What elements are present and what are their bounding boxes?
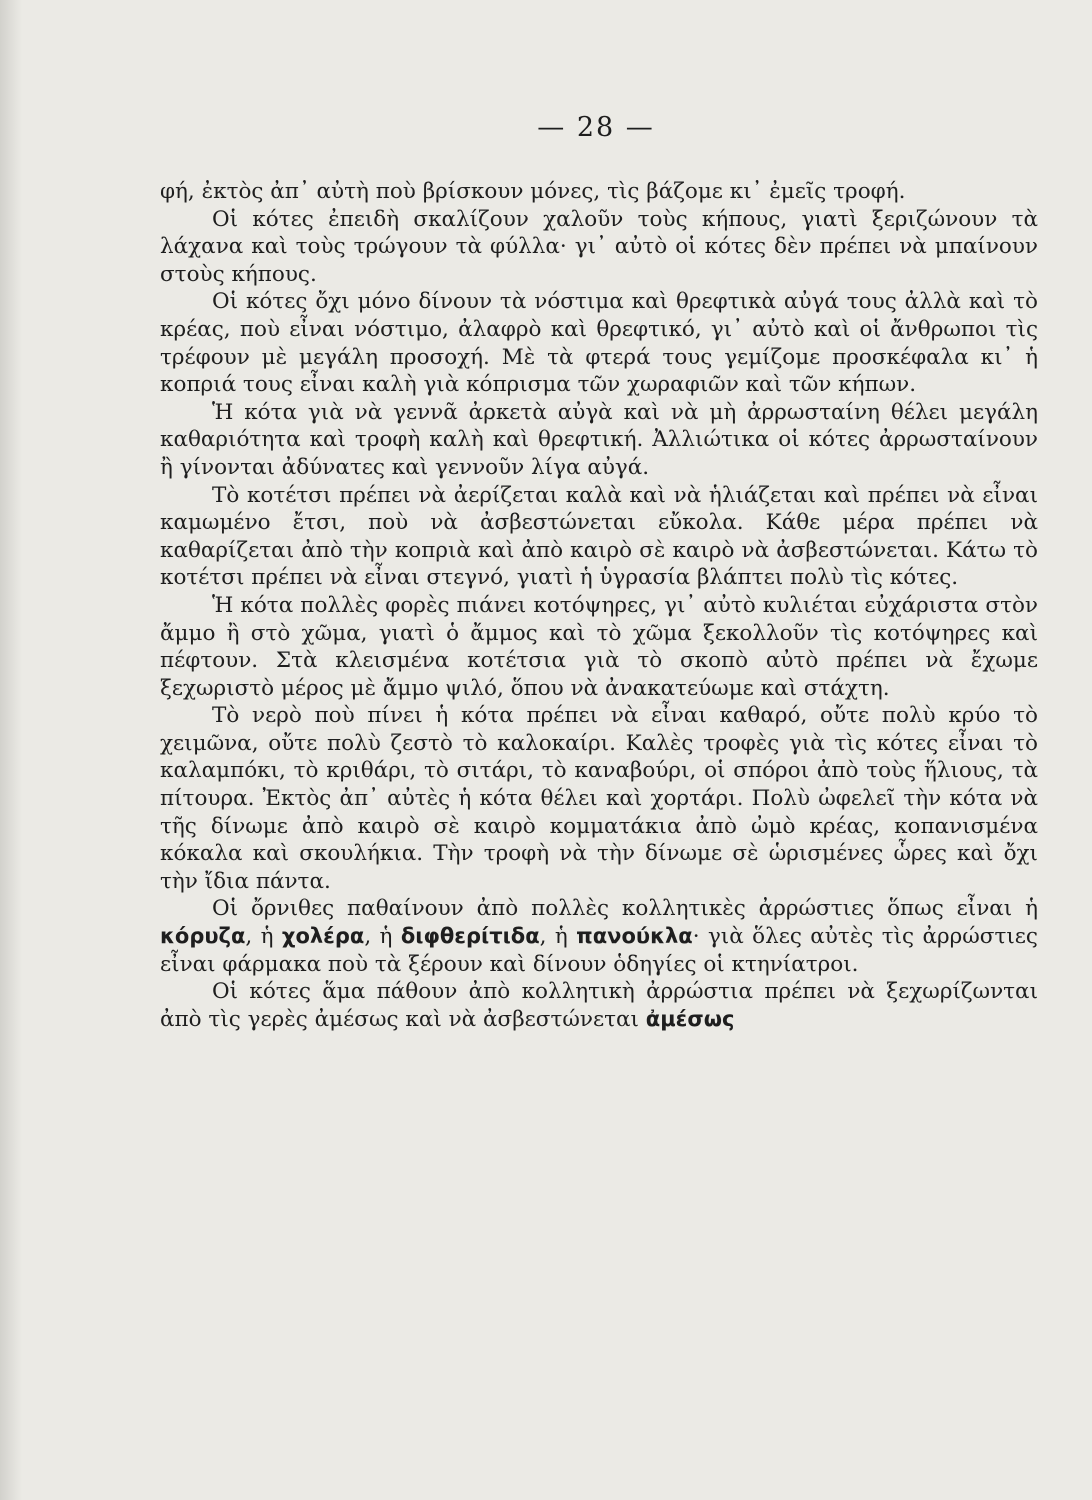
paragraph-gardens: Οἱ κότες ἐπειδὴ σκαλίζουν χαλοῦν τοὺς κήπους, γιατὶ ξεριζώνουν τὰ λάχανα καὶ τοὺς τρώγουν τὰ φύλλα· γι᾿ αὐτὸ οἱ κότες δὲν πρέπει νὰ μπαίνουν στοὺς κήπους. [160, 206, 1038, 287]
page-edge-shadow [0, 0, 22, 1500]
paragraph-cleanliness: Ἡ κότα γιὰ νὰ γεννᾶ ἀρκετὰ αὐγὰ καὶ νὰ μὴ ἀρρωσταίνη θέλει μεγάλη καθαριότητα καὶ τροφὴ καλὴ καὶ θρεφτική. Ἀλλιώτικα οἱ κότες ἀρρωσταίνουν ἢ γίνονται ἀδύνατες καὶ γεννοῦν λίγα αὐγά. [160, 399, 1038, 480]
isolation-text: Οἱ κότες ἅμα πάθουν ἀπὸ κολλητικὴ ἀρρώστια πρέπει νὰ ξεχωρίζωνται ἀπὸ τὶς γερὲς ἀμέσως καὶ νὰ ἀσβεστώνεται [160, 979, 1038, 1032]
separator: , ἡ [245, 924, 274, 950]
disease-diphtheria: διφθερίτιδα [400, 924, 540, 949]
separator: , ἡ [539, 924, 568, 950]
paragraph-continuation: φή, ἐκτὸς ἀπ᾿ αὐτὴ ποὺ βρίσκουν μόνες, τὶς βάζομε κι᾿ ἐμεῖς τροφή. [160, 179, 906, 204]
paragraph-lice: Ἡ κότα πολλὲς φορὲς πιάνει κοτόψηρες, γι᾿ αὐτὸ κυλιέται εὐχάριστα στὸν ἄμμο ἢ στὸ χῶμα, γιατὶ ὁ ἄμμος καὶ τὸ χῶμα ξεκολλοῦν τὶς κοτόψηρες καὶ πέφτουν. Στὰ κλεισμένα κοτέτσια γιὰ τὸ σκοπὸ αὐτὸ πρέπει νὰ ἔχωμε ξεχωριστὸ μέρος μὲ ἄμμο ψιλό, ὅπου νὰ ἀνακατεύωμε καὶ στάχτη. [160, 592, 1038, 701]
disease-cholera: χολέρα [281, 924, 365, 949]
disease-coryza: κόρυζα [160, 924, 246, 949]
body-text [160, 178, 1038, 1033]
paragraph-water-food: Τὸ νερὸ ποὺ πίνει ἡ κότα πρέπει νὰ εἶναι καθαρό, οὔτε πολὺ κρύο τὸ χειμῶνα, οὔτε πολὺ ζεστὸ τὸ καλοκαίρι. Καλὲς τροφὲς γιὰ τὶς κότες εἶναι τὸ καλαμπόκι, τὸ κριθάρι, τὸ σιτάρι, τὸ καναβούρι, οἱ σπόροι ἀπὸ τοὺς ἥλιους, τὰ πίτουρα. Ἐκτὸς ἀπ᾿ αὐτὲς ἡ κότα θέλει καὶ χορτάρι. Πολὺ ὠφελεῖ τὴν κότα νὰ τῆς δίνωμε ἀπὸ καιρὸ σὲ καιρὸ κομματάκια ἀπὸ ὠμὸ κρέας, κοπανισμένα κόκαλα καὶ σκουλήκια. Τὴν τροφὴ νὰ τὴν δίνωμε σὲ ὡρισμένες ὧρες καὶ ὄχι τὴν ἴδια πάντα. [160, 703, 1038, 894]
separator: , ἡ [364, 924, 393, 950]
paragraph-diseases [160, 895, 1038, 978]
isolation-final-word: ἀμέσως [645, 1006, 735, 1031]
paragraph-benefits: Οἱ κότες ὄχι μόνο δίνουν τὰ νόστιμα καὶ θρεφτικὰ αὐγά τους ἀλλὰ καὶ τὸ κρέας, ποὺ εἶναι νόστιμο, ἀλαφρὸ καὶ θρεφτικό, γι᾿ αὐτὸ καὶ οἱ ἄνθρωποι τὶς τρέφουν μὲ μεγάλη προσοχή. Μὲ τὰ φτερά τους γεμίζομε προσκέφαλα κι᾿ ἡ κοπριά τους εἶναι καλὴ γιὰ κόπρισμα τῶν χωραφιῶν καὶ τῶν κήπων. [160, 289, 1038, 398]
paragraph-isolation [160, 978, 1038, 1033]
diseases-intro: Οἱ ὄρνιθες παθαίνουν ἀπὸ πολλὲς κολλητικὲς ἀρρώστιες ὅπως εἶναι ἡ [212, 896, 1038, 922]
disease-plague: πανούκλα [576, 924, 693, 949]
diseases-outro: · γιὰ ὅλες αὐτὲς τὶς ἀρρώστιες εἶναι φάρμακα ποὺ τὰ ξέρουν καὶ δίνουν ὁδηγίες οἱ κτηνίατροι. [160, 924, 1038, 977]
paragraph-coop: Τὸ κοτέτσι πρέπει νὰ ἀερίζεται καλὰ καὶ νὰ ἡλιάζεται καὶ πρέπει νὰ εἶναι καμωμένο ἔτσι, ποὺ νὰ ἀσβεστώνεται εὔκολα. Κάθε μέρα πρέπει νὰ καθαρίζεται ἀπὸ τὴν κοπριὰ καὶ ἀπὸ καιρὸ σὲ καιρὸ νὰ ἀσβεστώνεται. Κάτω τὸ κοτέτσι πρέπει νὰ εἶναι στεγνό, γιατὶ ἡ ὑγρασία βλάπτει πολὺ τὶς κότες. [160, 482, 1038, 591]
page-number: — 28 — [537, 112, 655, 143]
